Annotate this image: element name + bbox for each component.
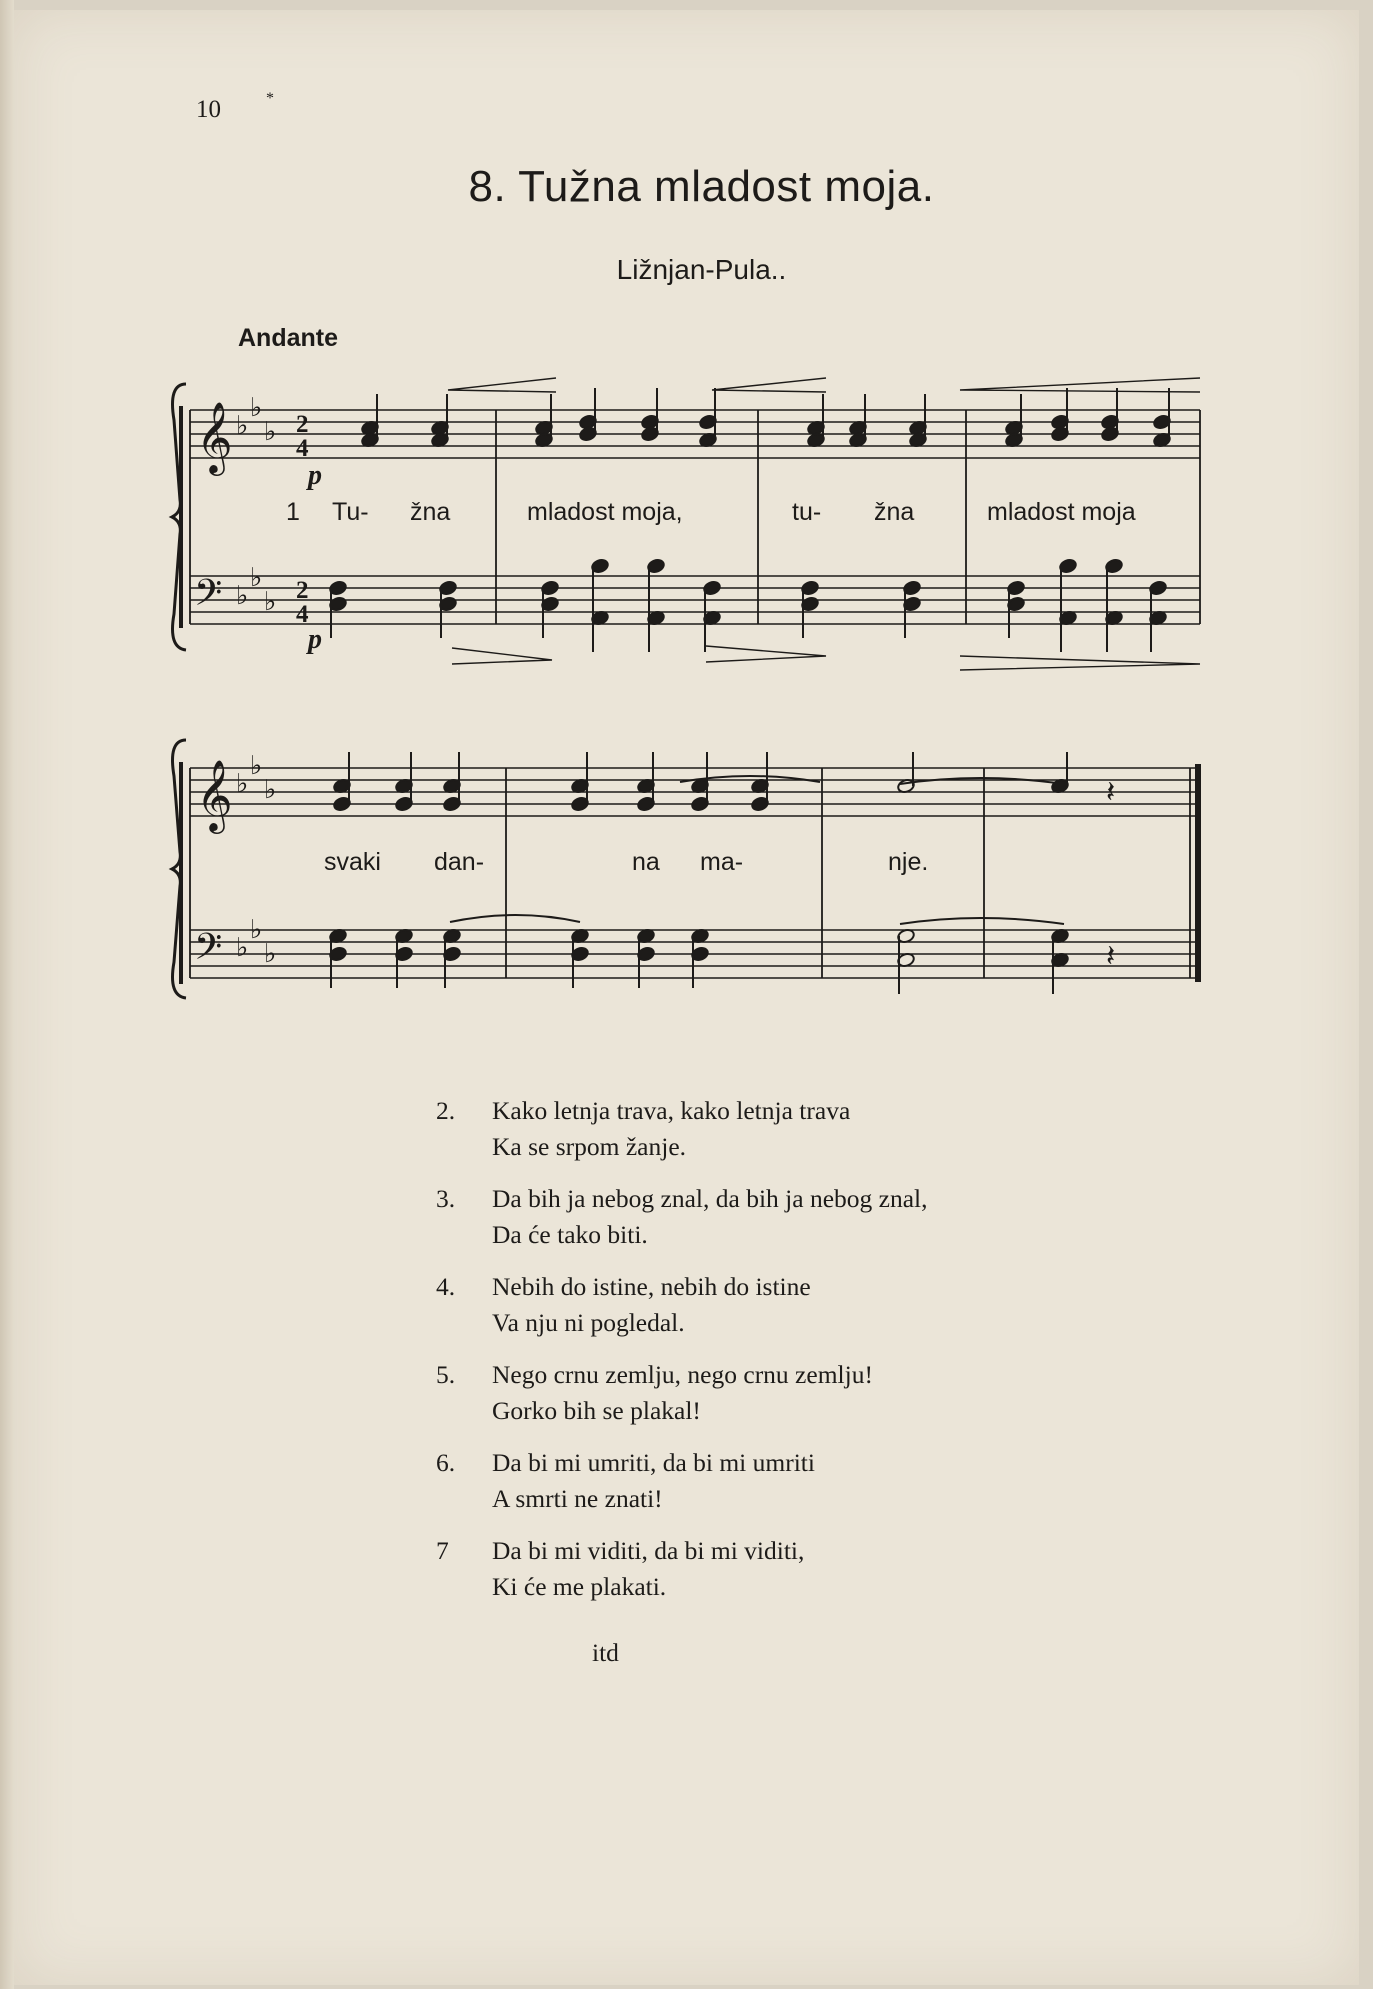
decrescendo-hairpin (960, 656, 1200, 670)
dynamic-marking: p (308, 460, 322, 491)
verse-line: Nebih do istine, nebih do istine (492, 1272, 811, 1301)
flat-icon: ♭ (236, 411, 249, 441)
lyric-syllable: svaki (324, 848, 381, 876)
tie (900, 778, 1064, 784)
flat-icon: ♭ (264, 587, 277, 617)
flat-icon: ♭ (236, 933, 249, 963)
flat-icon: ♭ (250, 563, 263, 593)
lyric-syllable: na (632, 848, 660, 876)
note-heads (329, 388, 1172, 994)
decrescendo-hairpin (706, 646, 826, 662)
lyric-syllable: dan- (434, 848, 485, 876)
verse-line: Ki će me plakati. (492, 1572, 667, 1601)
tie (900, 918, 1064, 924)
lyric-syllable: žna (410, 498, 451, 526)
verse-2 (436, 1093, 927, 1165)
page-mark: * (266, 90, 274, 107)
lyric-syllable: Tu- (332, 498, 369, 526)
tie (450, 915, 580, 922)
flat-icon: ♭ (250, 393, 263, 423)
time-signature-bottom: 4 (296, 601, 309, 628)
flat-icon: ♭ (236, 769, 249, 799)
page-number: 10 (196, 96, 221, 123)
verse-5 (436, 1357, 927, 1429)
bass-clef-icon: 𝄢 (194, 572, 223, 623)
crescendo-hairpin (712, 378, 826, 392)
lyric-syllable: mladost moja, (527, 498, 683, 526)
verse-3 (436, 1181, 927, 1253)
verse-7 (436, 1533, 927, 1605)
quarter-rest-icon: 𝄽 (1106, 939, 1116, 974)
verses (436, 1093, 927, 1621)
verse-6 (436, 1445, 927, 1517)
lyric-syllable: nje. (888, 848, 929, 876)
verse-number: 2. (436, 1096, 456, 1125)
staff-1-treble (190, 410, 1200, 458)
verse-line: Da bih ja nebog znal, da bih ja nebog znal, (492, 1184, 928, 1213)
bass-clef-icon: 𝄢 (194, 926, 223, 977)
verse-number: 5. (436, 1360, 456, 1389)
time-signature-top: 2 (296, 411, 309, 438)
verse-line: Da će tako biti. (492, 1220, 648, 1249)
verse-line: Nego crnu zemlju, nego crnu zemlju! (492, 1360, 873, 1389)
flat-icon: ♭ (250, 915, 263, 945)
verse-line: A smrti ne znati! (492, 1484, 663, 1513)
lyric-syllable: ma- (700, 848, 744, 876)
closing-etc: itd (592, 1638, 619, 1667)
crescendo-hairpin (960, 378, 1200, 392)
flat-icon: ♭ (264, 417, 277, 447)
verse-number: 3. (436, 1184, 456, 1213)
lyric-syllable: tu- (792, 498, 822, 526)
verse-number: 7 (436, 1536, 449, 1565)
verse-number: 6. (436, 1448, 456, 1477)
treble-clef-icon: 𝄞 (196, 400, 233, 473)
song-title: 8. Tužna mladost moja. (468, 162, 935, 211)
lyric-syllable: žna (874, 498, 915, 526)
verse-line: Kako letnja trava, kako letnja trava (492, 1096, 851, 1125)
verse-line: Va nju ni pogledal. (492, 1308, 685, 1337)
time-signature-top: 2 (296, 577, 309, 604)
decrescendo-hairpin (452, 648, 552, 664)
crescendo-hairpin (448, 378, 556, 392)
flat-icon: ♭ (250, 751, 263, 781)
verse-line: Da bi mi viditi, da bi mi viditi, (492, 1536, 805, 1565)
verse-4 (436, 1269, 927, 1341)
treble-clef-icon: 𝄞 (196, 758, 233, 831)
time-signature-bottom: 4 (296, 435, 309, 462)
quarter-rest-icon: 𝄽 (1106, 775, 1116, 810)
flat-icon: ♭ (264, 775, 277, 805)
song-location: Ližnjan-Pula.. (616, 254, 787, 285)
tempo-marking: Andante (238, 324, 338, 352)
dynamic-marking: p (308, 624, 322, 655)
verse-number: 4. (436, 1272, 456, 1301)
flat-icon: ♭ (236, 581, 249, 611)
lyric-verse-number: 1 (286, 498, 300, 526)
lyric-syllable: mladost moja (987, 498, 1136, 526)
verse-line: Da bi mi umriti, da bi mi umriti (492, 1448, 815, 1477)
flat-icon: ♭ (264, 939, 277, 969)
verse-line: Ka se srpom žanje. (492, 1132, 687, 1161)
verse-line: Gorko bih se plakal! (492, 1396, 701, 1425)
